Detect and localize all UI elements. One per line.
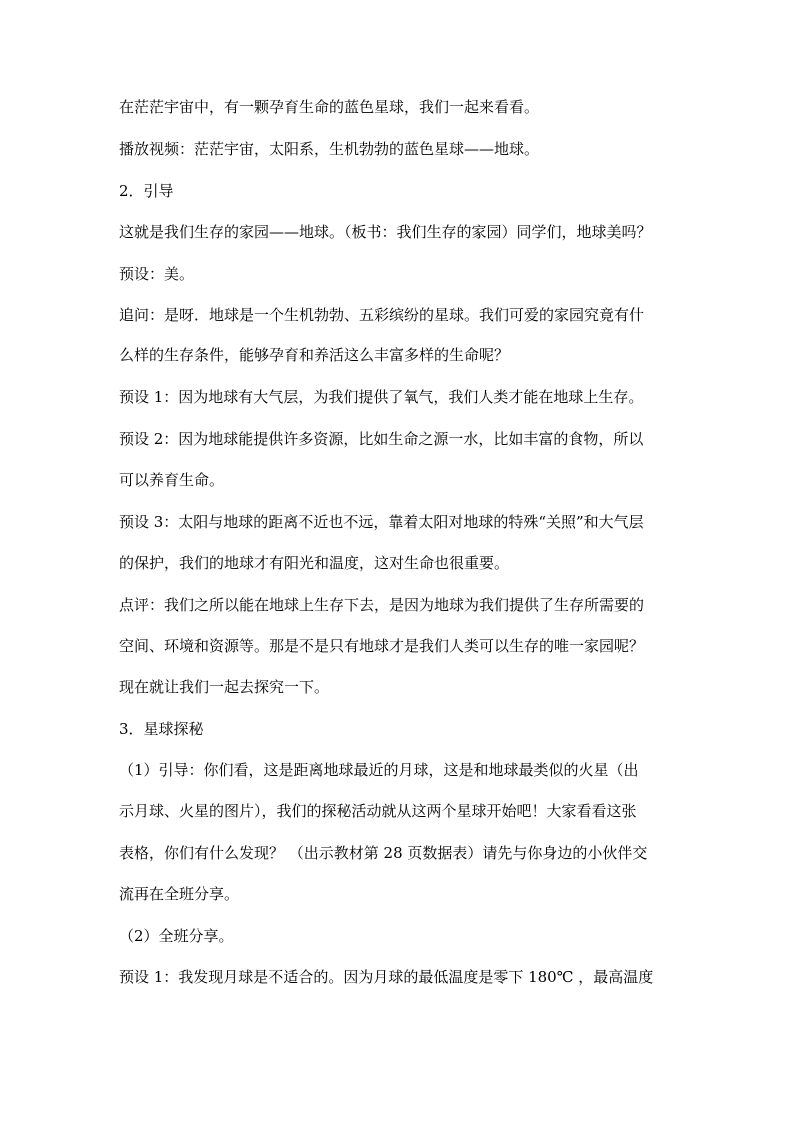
paragraph-line: 空间、环境和资源等。那是不是只有地球才是我们人类可以生存的唯一家园呢？: [119, 637, 645, 655]
paragraph-line: （2）全班分享。: [119, 927, 234, 945]
paragraph-line: 表格，你们有什么发现？ （出示教材第 28 页数据表）请先与你身边的小伙伴交: [119, 844, 648, 862]
paragraph-line: （1）引导：你们看，这是距离地球最近的月球，这是和地球最类似的火星（出: [119, 761, 639, 779]
paragraph-line: 点评：我们之所以能在地球上生存下去，是因为地球为我们提供了生存所需要的: [119, 596, 645, 614]
paragraph-line: 示月球、火星的图片），我们的探秘活动就从这两个星球开始吧！大家看看这张: [119, 802, 637, 820]
paragraph-line: 预设：美。: [119, 265, 195, 283]
paragraph-line: 预设 2：因为地球能提供许多资源，比如生命之源一水，比如丰富的食物，所以: [119, 430, 644, 448]
paragraph-line: 播放视频：茫茫宇宙，太阳系，生机勃勃的蓝色星球——地球。: [119, 140, 540, 158]
paragraph-line: 么样的生存条件，能够孕育和养活这么丰富多样的生命呢？: [119, 346, 510, 364]
section-heading: 2．引导: [119, 182, 174, 200]
paragraph-line: 追问：是呀．地球是一个生机勃勃、五彩缤纷的星球。我们可爱的家园究竟有什: [119, 306, 645, 324]
paragraph-line: 预设 1：因为地球有大气层，为我们提供了氧气，我们人类才能在地球上生存。: [119, 388, 644, 406]
paragraph-line: 的保护，我们的地球才有阳光和温度，这对生命也很重要。: [119, 554, 510, 572]
paragraph-line: 流再在全班分享。: [119, 885, 240, 903]
paragraph-line: 在茫茫宇宙中，有一颗孕育生命的蓝色星球，我们一起来看看。: [119, 98, 540, 116]
paragraph-line: 这就是我们生存的家园——地球。（板书：我们生存的家园）同学们，地球美吗？: [119, 223, 652, 241]
paragraph-line: 现在就让我们一起去探究一下。: [119, 678, 330, 696]
paragraph-line: 可以养育生命。: [119, 471, 225, 489]
paragraph-line: 预设 1：我发现月球是不适合的。因为月球的最低温度是零下 180℃ ，最高温度: [119, 968, 654, 986]
section-heading: 3．星球探秘: [119, 720, 204, 738]
paragraph-line: 预设 3：太阳与地球的距离不近也不远，靠着太阳对地球的特殊“关照”和大气层: [119, 513, 644, 531]
